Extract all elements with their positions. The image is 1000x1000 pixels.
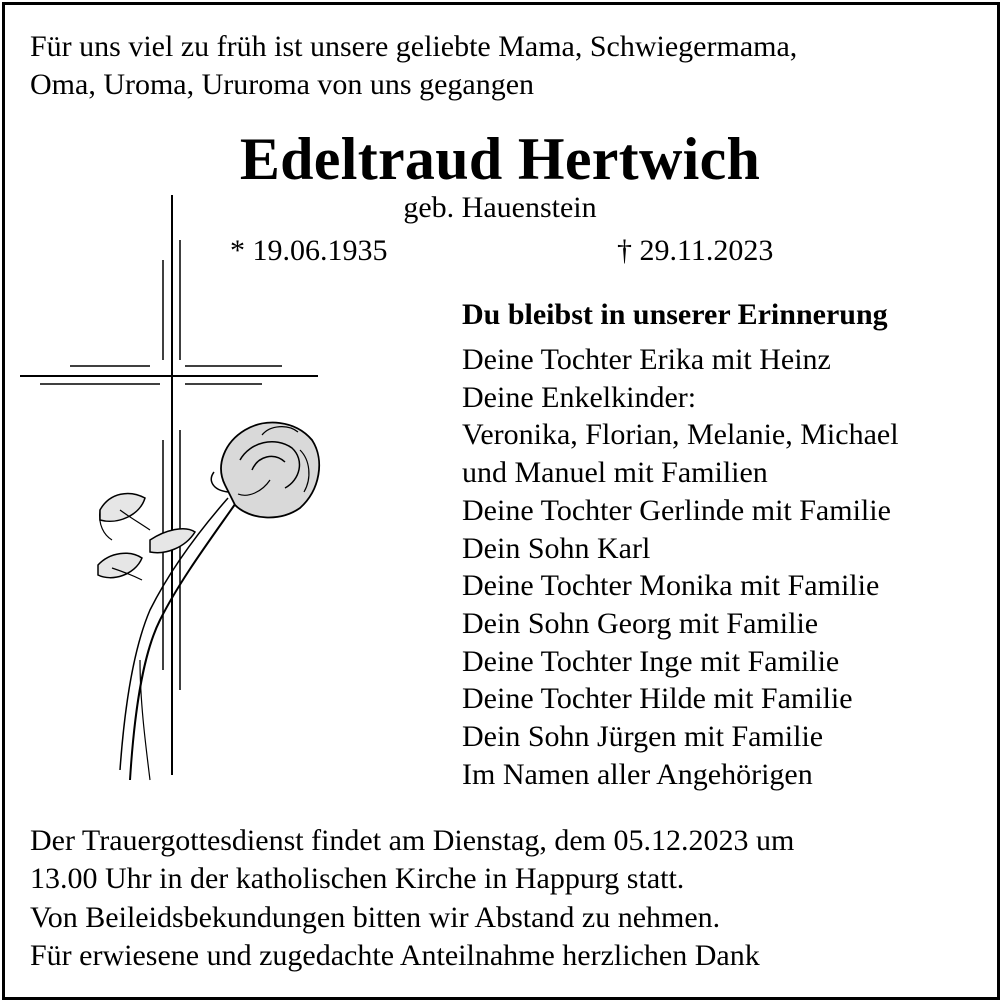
footer-line: Von Beileidsbekundungen bitten wir Abstand zu nehmen. xyxy=(30,900,721,934)
birth-date: * 19.06.1935 xyxy=(230,234,388,267)
maiden-name: geb. Hauenstein xyxy=(403,191,597,224)
list-item: Dein Sohn Georg mit Familie xyxy=(462,606,819,640)
intro-line: Oma, Uroma, Ururoma von uns gegangen xyxy=(30,68,535,101)
intro-line: Für uns viel zu früh ist unsere geliebte Mama, Schwiegermama, xyxy=(30,30,798,63)
list-item: Deine Tochter Erika mit Heinz xyxy=(462,343,831,376)
memorial-motto: Du bleibst in unserer Erinnerung xyxy=(462,298,888,331)
rose-icon xyxy=(98,423,319,780)
list-item: und Manuel mit Familien xyxy=(462,456,768,490)
list-item: Deine Tochter Inge mit Familie xyxy=(462,644,840,678)
list-item: Deine Enkelkinder: xyxy=(462,380,697,414)
list-item: Deine Tochter Monika mit Familie xyxy=(462,569,880,603)
deceased-name: Edeltraud Hertwich xyxy=(239,126,761,192)
list-item: Deine Tochter Hilde mit Familie xyxy=(462,682,853,716)
service-information xyxy=(30,822,794,975)
list-item: Deine Tochter Gerlinde mit Familie xyxy=(462,493,891,527)
list-item: Veronika, Florian, Melanie, Michael xyxy=(462,418,899,452)
mourners-list xyxy=(462,341,899,793)
footer-line: 13.00 Uhr in der katholischen Kirche in Happurg statt. xyxy=(30,862,685,896)
list-item: Im Namen aller Angehörigen xyxy=(462,757,813,791)
list-item: Dein Sohn Karl xyxy=(462,531,651,565)
intro-text xyxy=(30,28,797,104)
death-date: † 29.11.2023 xyxy=(617,234,774,267)
footer-line: Der Trauergottesdienst findet am Dienstag, dem 05.12.2023 um xyxy=(30,824,795,857)
footer-line: Für erwiesene und zugedachte Anteilnahme herzlichen Dank xyxy=(30,938,760,972)
list-item: Dein Sohn Jürgen mit Familie xyxy=(462,720,824,754)
cross-and-rose-artwork xyxy=(0,180,340,800)
